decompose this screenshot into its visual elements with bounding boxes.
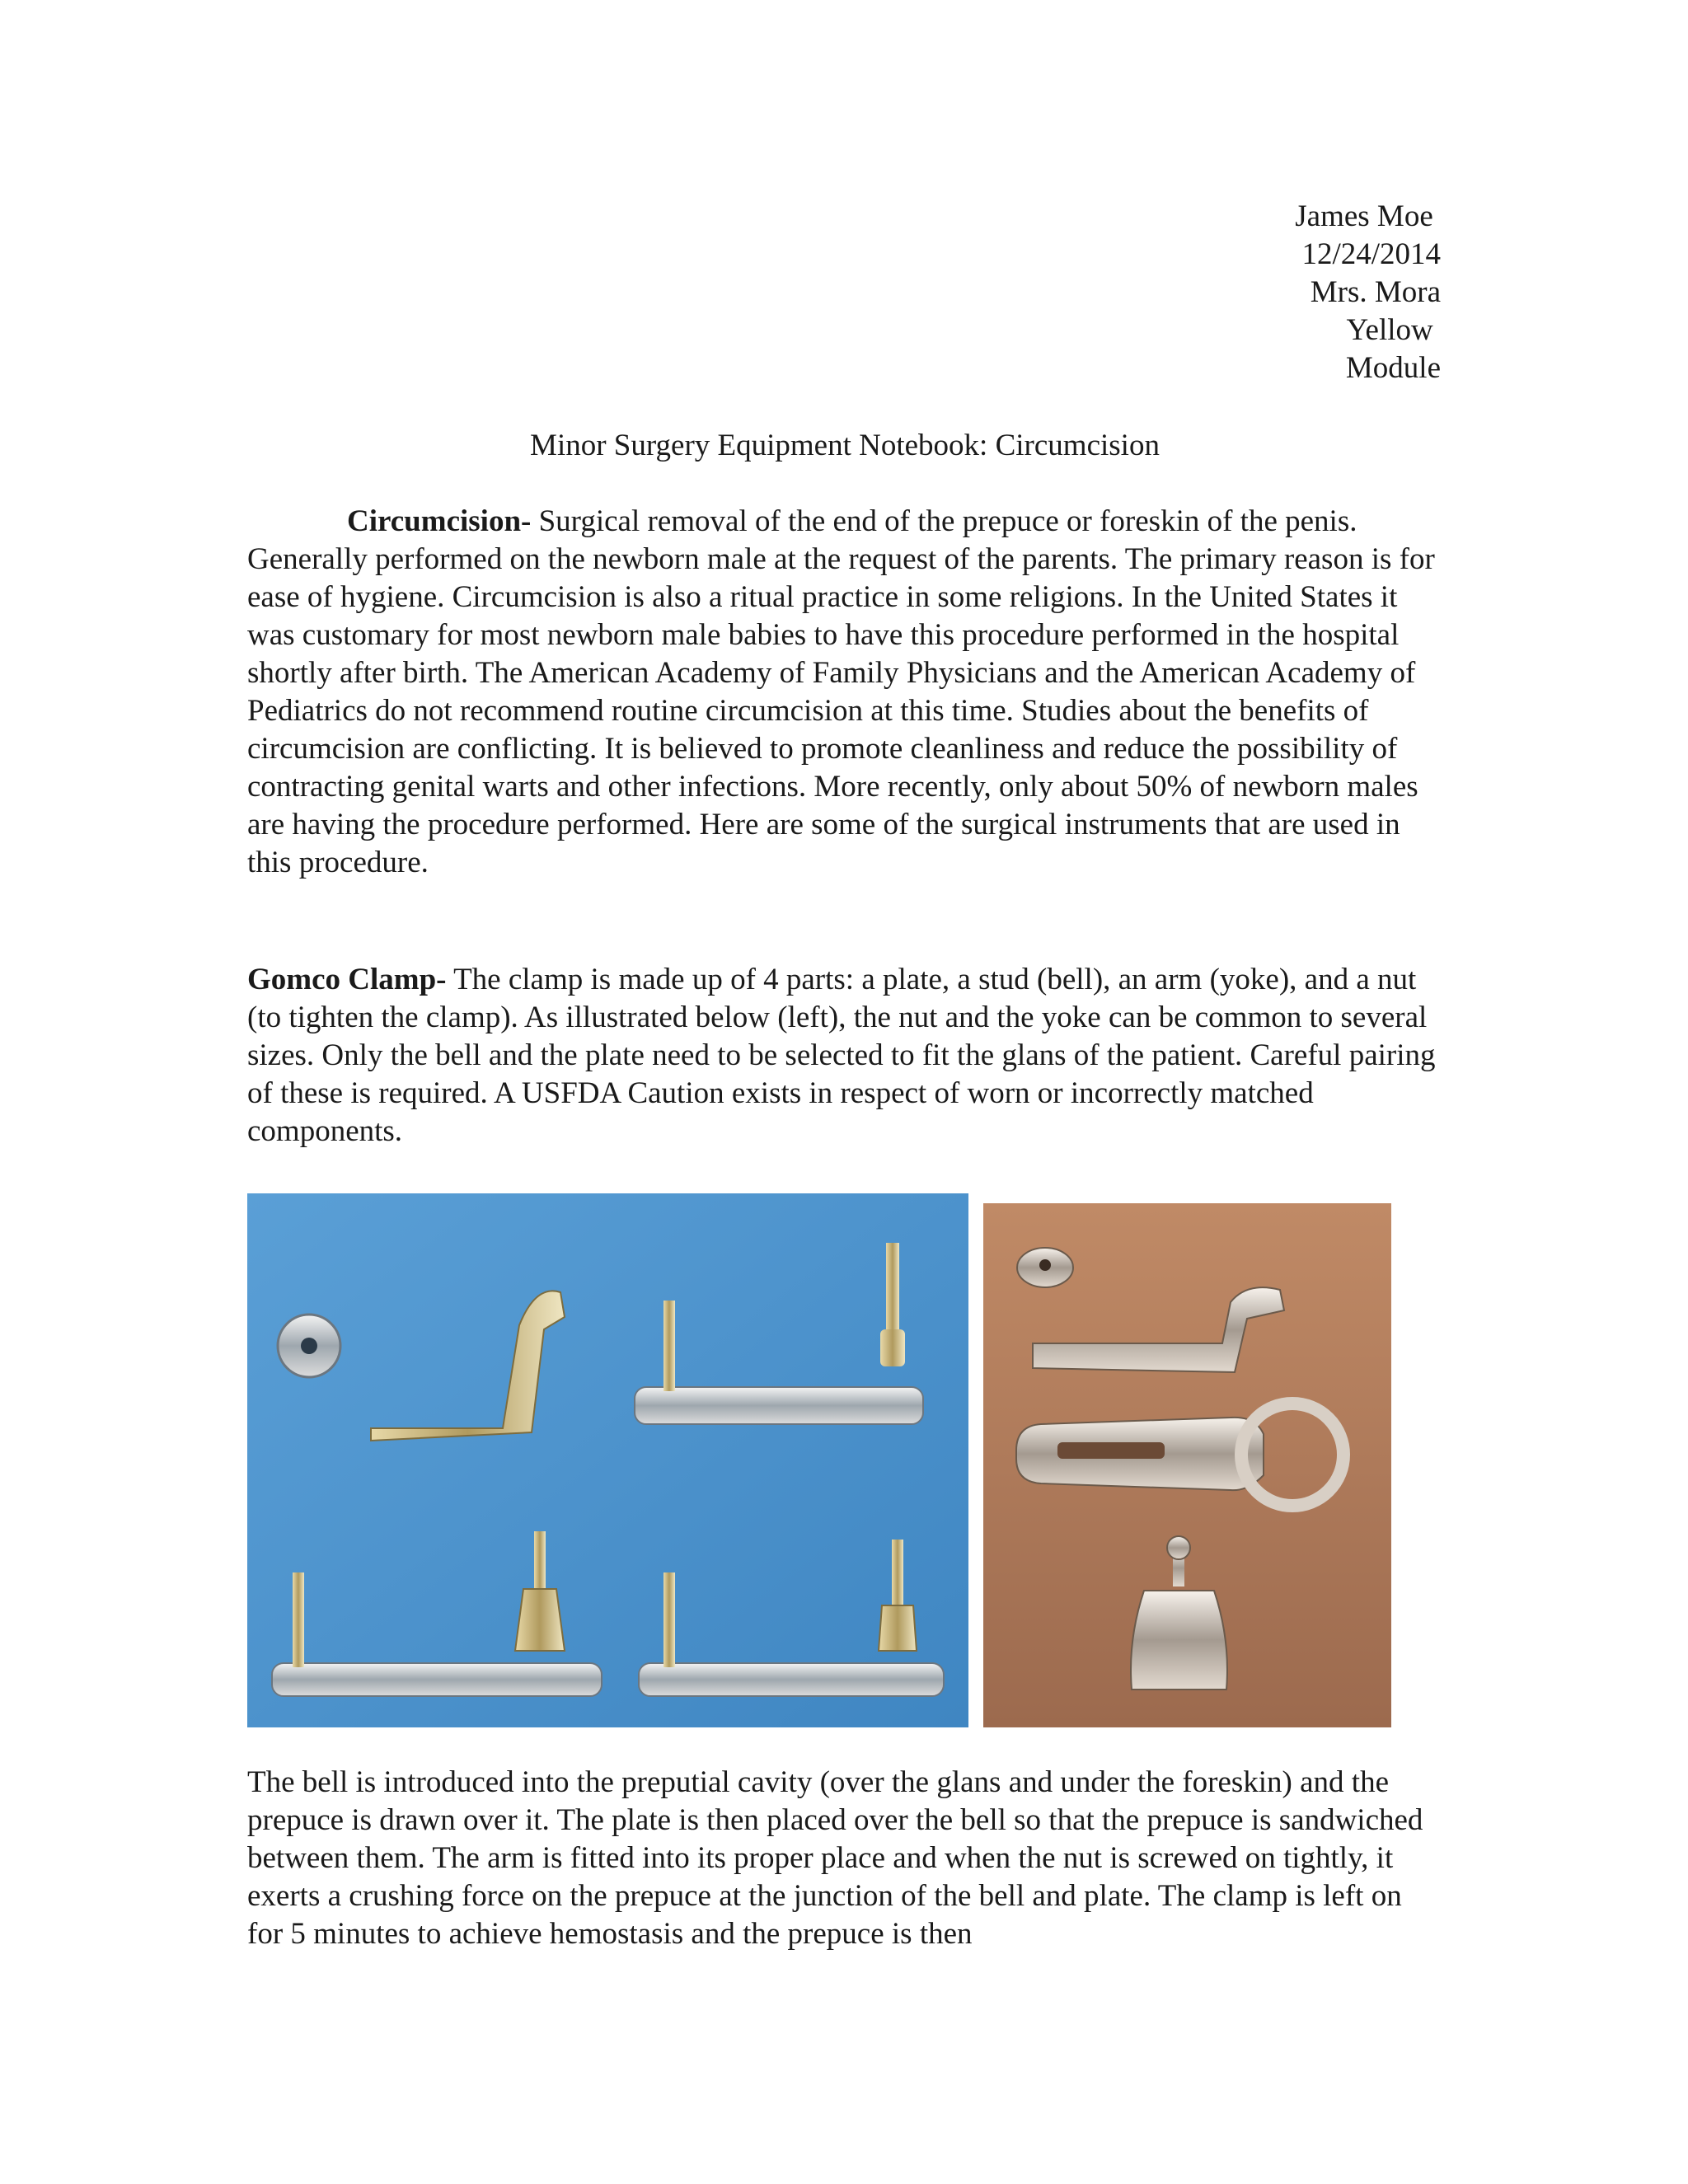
student-name: James Moe bbox=[1295, 199, 1441, 233]
gomco-parts-photo-brown bbox=[983, 1203, 1391, 1727]
module-label: Module bbox=[1345, 351, 1441, 385]
gomco-clamp-definition: The clamp is made up of 4 parts: a plate, a stud (bell), an arm (yoke), and a nut (to tighten the clamp). As illustrated below (left), the nut and the yoke can be common to several sizes. Only the bell and the plate need to be selected to fit the glans of the patient. Careful pairing of these is required. A USFDA Caution exists in respect of worn or incorrectly matched components. bbox=[247, 963, 1436, 1148]
circumcision-term: Circumcision- bbox=[347, 504, 532, 538]
page-title: Minor Surgery Equipment Notebook: Circumcision bbox=[530, 429, 1160, 462]
gomco-assembly-illustration bbox=[983, 1203, 1391, 1727]
circumcision-paragraph bbox=[247, 503, 1442, 882]
gomco-parts-photo-blue bbox=[247, 1193, 968, 1727]
closing-paragraph: The bell is introduced into the preputial cavity (over the glans and under the foreskin) and the prepuce is drawn over it. The plate is then placed over the bell so that the prepuce is sandwiched between them. The arm is fitted into its proper place and when the nut is screwed on tightly, it exerts a crushing force on the prepuce at the junction of the bell and plate. The clamp is left on for 5 minutes to achieve hemostasis and the prepuce is then bbox=[247, 1765, 1423, 1951]
circumcision-definition: Surgical removal of the end of the prepuce or foreskin of the penis. Generally performed on the newborn male at the request of the parents. The primary reason is for ease of hygiene. Circumcision is also a ritual practice in some religions. In the United States it was customary for most newborn male babies to have this procedure performed in the hospital shortly after birth. The American Academy of Family Physicians and the American Academy of Pediatrics do not recommend routine circumcision at this time. Studies about the benefits of circumcision are conflicting. It is believed to promote cleanliness and reduce the possibility of contracting genital warts and other infections. More recently, only about 50% of newborn males are having the procedure performed. Here are some of the surgical instruments that are used in this procedure. bbox=[247, 504, 1435, 879]
gomco-parts-illustration bbox=[247, 1193, 968, 1727]
teacher-name: Mrs. Mora bbox=[1310, 275, 1441, 309]
gomco-clamp-paragraph bbox=[247, 961, 1442, 1151]
document-date: 12/24/2014 bbox=[1301, 237, 1441, 271]
group-name: Yellow bbox=[1346, 313, 1441, 347]
gomco-clamp-term: Gomco Clamp- bbox=[247, 963, 447, 996]
student-header bbox=[1029, 198, 1441, 387]
